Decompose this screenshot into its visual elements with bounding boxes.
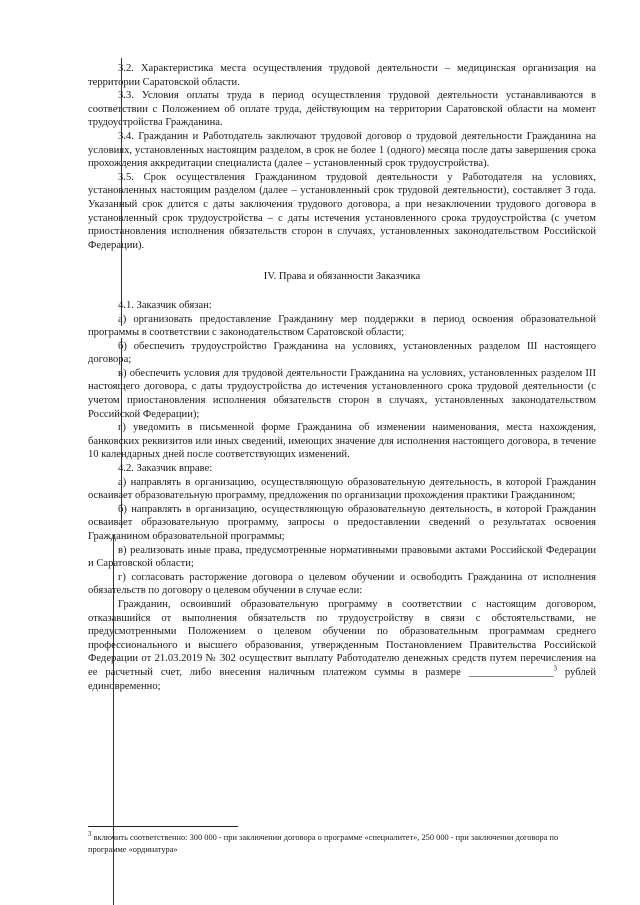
clause-3-4: 3.4. Гражданин и Работодатель заключают трудовой договор о трудовой деятельности Гражданина на условиях, установленных настоящим разделом, в срок не более 1 (одного) месяца после даты завершения срока прохождения аккредитации специалиста (далее – установленный срок трудоустройства). bbox=[88, 130, 596, 170]
clause-4-1-g: г) уведомить в письменной форме Гражданина об изменении наименования, места нахождения, банковских реквизитов или иных сведений, имеющих значение для исполнения настоящего договора, в течение 10 календарных дней после соответствующих изменений. bbox=[88, 422, 596, 461]
clause-4-2: 4.2. Заказчик вправе: bbox=[118, 463, 213, 475]
footnote-text: включить соответственно: 300 000 - при заключении договора о программе «специалитет», 250 000 - при заключении договора по программе «ординатура» bbox=[88, 833, 559, 854]
section-4-clauses bbox=[88, 299, 596, 693]
refund-text-end: рублей единовременно; bbox=[88, 666, 597, 692]
clause-4-2-b: б) направлять в организацию, осуществляющую образовательную деятельность, в которой Гражданин осваивает образовательную программу, запросы о предоставлении сведений о результатах освоения Гражданином образовательной программы; bbox=[88, 503, 596, 542]
document-page bbox=[88, 62, 596, 693]
clause-4-2-v: в) реализовать иные права, предусмотренные нормативными правовыми актами Российской Федерации и Саратовской области; bbox=[88, 544, 596, 570]
clause-4-1: 4.1. Заказчик обязан: bbox=[118, 299, 212, 311]
clause-4-2-a: а) направлять в организацию, осуществляющую образовательную деятельность, в которой Гражданин осваивает образовательную программу, предложения по организации прохождения практики Гражданином; bbox=[88, 476, 596, 502]
clause-4-2-g: г) согласовать расторжение договора о целевом обучении и освободить Гражданина от исполнения обязательств по договору о целевом обучении в случае если: bbox=[88, 571, 596, 597]
clause-4-1-b: б) обеспечить трудоустройство Гражданина на условиях, установленных разделом III настоящего договора; bbox=[88, 340, 596, 366]
footnote-marker: 3 bbox=[88, 830, 92, 839]
footnote-divider bbox=[88, 826, 238, 827]
section-3-clauses bbox=[88, 62, 596, 252]
clause-3-5: 3.5. Срок осуществления Гражданином трудовой деятельности у Работодателя на условиях, установленных настоящим разделом (далее – установленный срок трудовой деятельности), составляет 3 года. Указанный срок длится с даты заключения трудового договора, а при незаключении трудового договора в установленный срок трудоустройства – с даты истечения установленного срока трудоустройства (с учетом приостановления исполнения обязательств сторон в случаях, установленных законодательством Российской Федерации). bbox=[88, 171, 596, 251]
clause-refund-terms bbox=[88, 598, 596, 693]
section-4-title: IV. Права и обязанности Заказчика bbox=[263, 271, 421, 283]
clause-3-3: 3.3. Условия оплаты труда в период осуществления трудовой деятельности устанавливаются в соответствии с Положением об оплате труда, действующим на территории Саратовской области на момент трудоустройства Гражданина. bbox=[88, 90, 596, 129]
clause-3-2: 3.2. Характеристика места осуществления трудовой деятельности – медицинская организация на территории Саратовской области. bbox=[88, 63, 596, 88]
footnote bbox=[88, 832, 588, 855]
clause-4-1-v: в) обеспечить условия для трудовой деятельности Гражданина на условиях, установленных разделом III настоящего договора, с даты трудоустройства до истечения установленного срока трудовой деятельности (с учетом приостановления исполнения обязательств сторон в случаях, установленных законодательством Российской Федерации); bbox=[88, 367, 596, 420]
refund-text: Гражданин, освоивший образовательную программу в соответствии с настоящим договором, отказавшийся от выполнения обязательств по трудоустройству в связи с обстоятельствами, не предусмотренными Положением о целевом обучении по образовательным программам среднего профессионального и высшего образования, утвержденным Постановлением Правительства Российской Федерации от 21.03.2019 № 302 осуществит выплату Работодателю денежных средств путем перечисления на ее расчетный счет, либо внесения наличным платежом суммы в размере ________________ bbox=[88, 598, 596, 678]
footnote-ref: 3 bbox=[553, 664, 557, 673]
clause-4-1-a: а) организовать предоставление Гражданину мер поддержки в период освоения образовательной программы в соответствии с законодательством Саратовской области; bbox=[88, 313, 596, 339]
